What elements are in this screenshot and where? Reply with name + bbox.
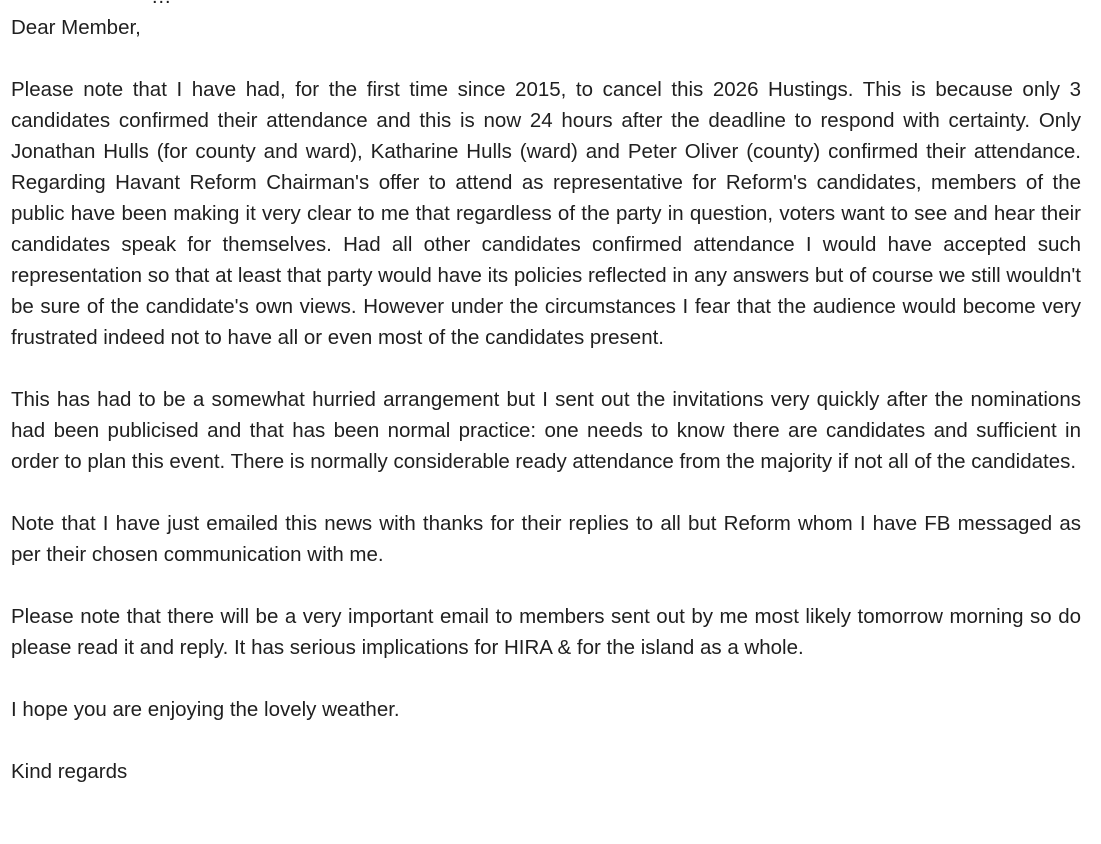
cut-off-top-line	[151, 0, 1081, 12]
signoff: Kind regards	[11, 760, 128, 783]
greeting: Dear Member,	[11, 16, 141, 39]
paragraph-arrangement: This has had to be a somewhat hurried arrangement but I sent out the invitations very quickly after the nominations had been publicised and that has been normal practice: one needs to know there are candidates and sufficient in order to plan this event. There is normally considerable ready attendance from the majority if not all of the candidates.	[11, 388, 1081, 473]
paragraph-important-email: Please note that there will be a very important email to members sent out by me most likely tomorrow morning so do please read it and reply. It has serious implications for HIRA & for the island as a whole.	[11, 605, 1081, 659]
email-body	[11, 0, 1081, 787]
paragraph-cancellation: Please note that I have had, for the first time since 2015, to cancel this 2026 Hustings. This is because only 3 candidates confirmed their attendance and this is now 24 hours after the deadline to respond with certainty. Only Jonathan Hulls (for county and ward), Katharine Hulls (ward) and Peter Oliver (county) confirmed their attendance. Regarding Havant Reform Chairman's offer to attend as representative for Reform's candidates, members of the public have been making it very clear to me that regardless of the party in question, voters want to see and hear their candidates speak for themselves. Had all other candidates confirmed attendance I would have accepted such representation so that at least that party would have its policies reflected in any answers but of course we still wouldn't be sure of the candidate's own views. However under the circumstances I fear that the audience would become very frustrated indeed not to have all or even most of the candidates present.	[11, 78, 1081, 349]
paragraph-weather: I hope you are enjoying the lovely weather.	[11, 698, 400, 721]
paragraph-notification: Note that I have just emailed this news with thanks for their replies to all but Reform whom I have FB messaged as per their chosen communication with me.	[11, 512, 1081, 566]
